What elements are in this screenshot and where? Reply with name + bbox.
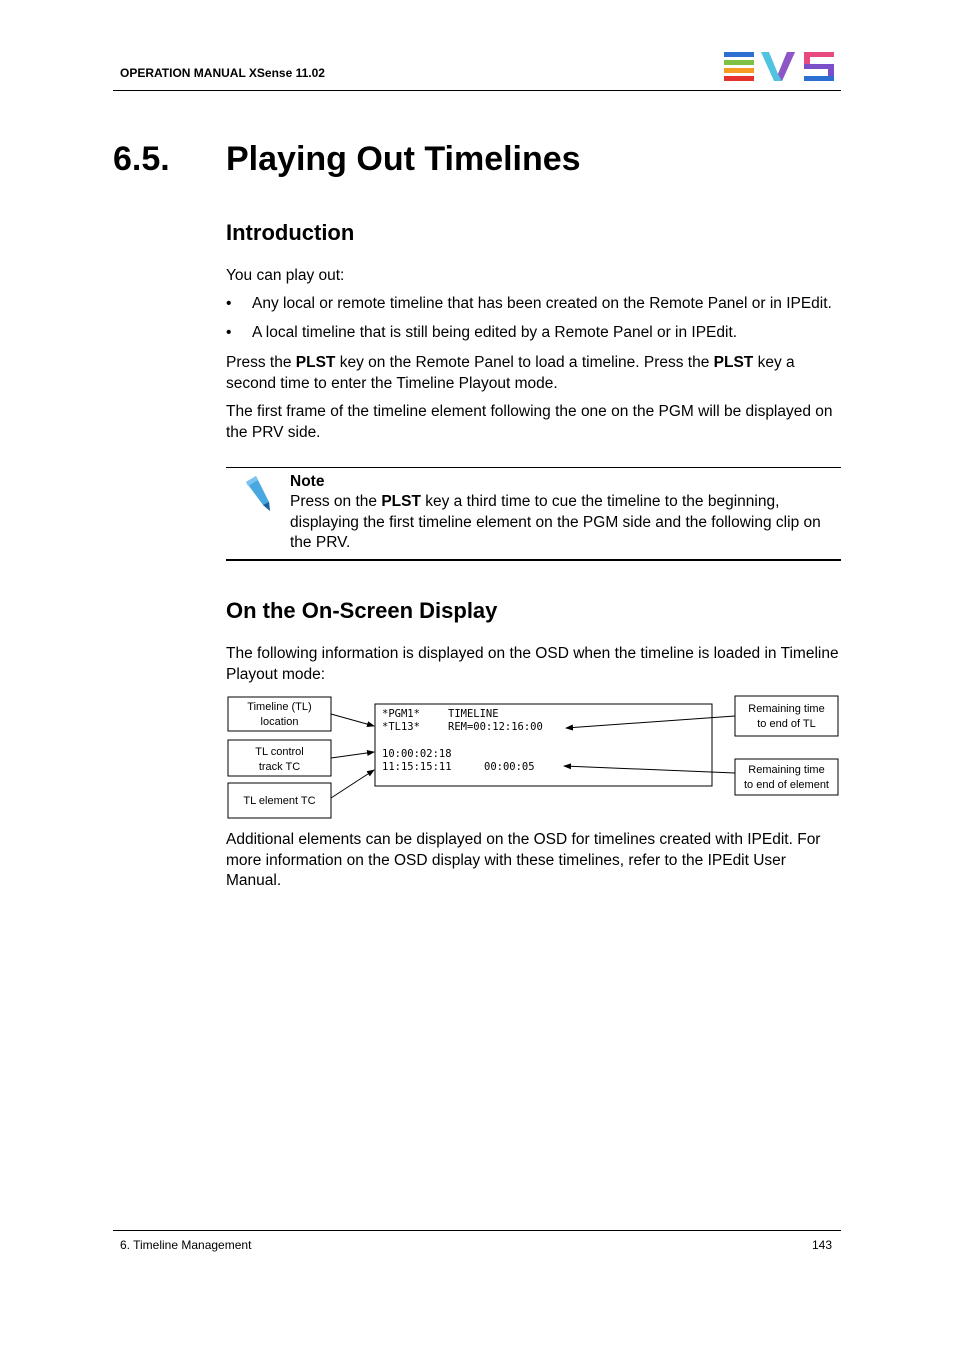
note-top-rule	[226, 467, 841, 468]
osd-intro: The following information is displayed on the OSD when the timeline is loaded in Timeline Playout mode:	[226, 645, 839, 683]
section-number: 6.5.	[113, 140, 170, 178]
label-box-remaining-tl	[735, 696, 838, 736]
label-text: Remaining time	[748, 764, 825, 776]
osd-remaining-element: 00:00:05	[484, 761, 535, 773]
intro-lead: You can play out:	[226, 267, 345, 284]
label-text: TL control	[255, 746, 304, 758]
intro-paragraph-frame: The first frame of the timeline element following the one on the PGM will be displayed on the PRV side.	[226, 403, 833, 441]
label-text: location	[260, 716, 299, 728]
footer-rule	[113, 1230, 841, 1231]
text-run: key on the Remote Panel to load a timeline. Press the	[335, 354, 714, 371]
pencil-icon	[243, 474, 273, 512]
plst-key: PLST	[381, 493, 421, 510]
plst-key: PLST	[295, 354, 336, 371]
osd-element-tc: 11:15:15:11	[382, 761, 452, 773]
label-text: track TC	[258, 761, 301, 773]
footer-chapter: 6. Timeline Management	[120, 1238, 252, 1252]
label-text: Remaining time	[748, 703, 825, 715]
text-run: key a third time to cue the timeline to the beginning, displaying the first timeline element on the PGM side and the following clip on the PRV.	[290, 493, 821, 551]
plst-key: PLST	[713, 354, 754, 371]
label-text: to end of element	[743, 779, 830, 791]
arrow-line	[331, 752, 374, 758]
intro-paragraph-plst	[226, 353, 840, 394]
osd-screen	[375, 704, 712, 786]
bullet-marker: •	[226, 324, 232, 341]
page-number: 143	[812, 1238, 833, 1252]
running-header: OPERATION MANUAL XSense 11.02	[120, 66, 325, 80]
section-title: Playing Out Timelines	[226, 140, 581, 178]
text-run: key a second time to enter the Timeline Playout mode.	[226, 354, 795, 392]
label-text: Timeline (TL)	[247, 701, 312, 713]
osd-control-tc: 10:00:02:18	[382, 748, 452, 760]
note-text	[290, 492, 835, 554]
evs-logo	[724, 52, 836, 82]
label-text: TL element TC	[243, 795, 316, 807]
arrow-line	[331, 714, 374, 726]
list-item: A local timeline that is still being edited by a Remote Panel or in IPEdit.	[252, 324, 738, 341]
label-text: to end of TL	[757, 718, 816, 730]
osd-diagram	[226, 690, 842, 825]
osd-timeline-id: *TL13*	[382, 721, 420, 733]
note-title: Note	[290, 473, 325, 490]
text-run: Press the	[226, 354, 296, 371]
osd-mode: TIMELINE	[448, 708, 499, 720]
text-run: Press on the	[290, 493, 382, 510]
osd-remaining-tl: REM=00:12:16:00	[448, 721, 543, 733]
introduction-heading: Introduction	[226, 220, 355, 245]
header-rule	[113, 90, 841, 91]
list-item: Any local or remote timeline that has been created on the Remote Panel or in IPEdit.	[252, 295, 832, 312]
osd-channel: *PGM1*	[382, 708, 420, 720]
osd-closing: Additional elements can be displayed on the OSD for timelines created with IPEdit. For more information on the OSD display with these timelines, refer to the IPEdit User Manual.	[226, 831, 821, 889]
bullet-marker: •	[226, 295, 232, 312]
note-bottom-rule	[226, 559, 841, 561]
arrow-line	[331, 770, 374, 798]
osd-heading: On the On-Screen Display	[226, 598, 498, 623]
